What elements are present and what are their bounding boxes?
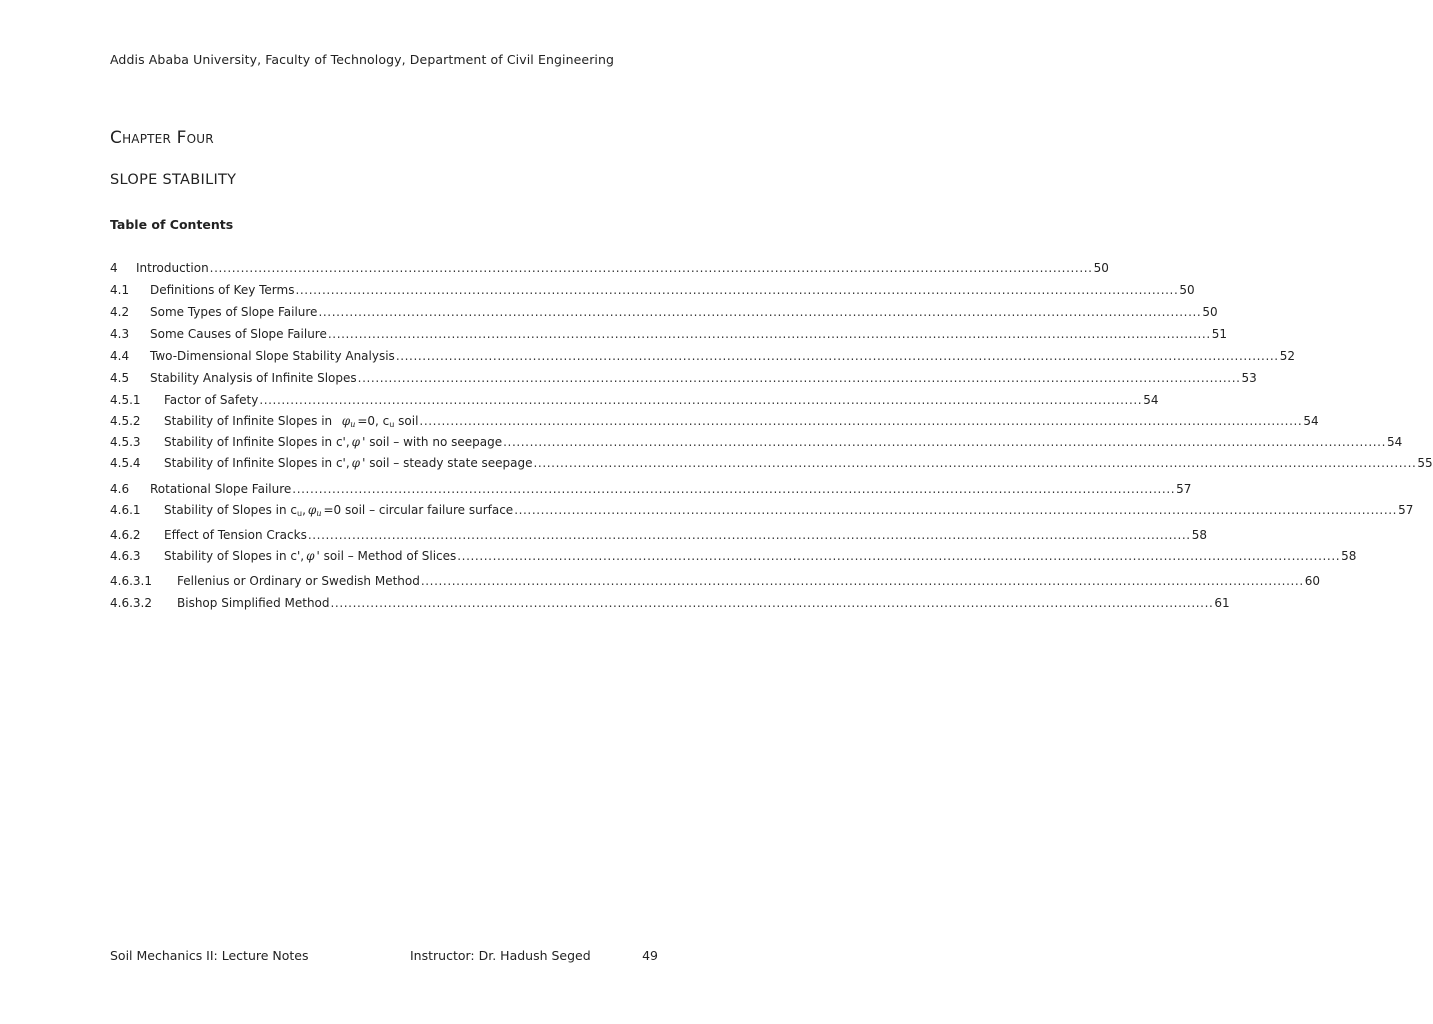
toc-entry-number: 4.5 — [110, 371, 130, 385]
toc-entry-title-text: ' soil – with no seepage — [362, 435, 503, 449]
toc-entry-number: 4.2 — [110, 305, 130, 319]
toc-entry-infinite-slopes-steady-seepage[interactable] — [110, 456, 1433, 472]
toc-entry-title-text: =0, c — [357, 414, 390, 428]
toc-entry-page: 50 — [1202, 305, 1218, 319]
dot-leader: ........................................................................................................................................................................................................ — [330, 596, 1214, 610]
chapter-title: Chapter Four — [110, 128, 214, 148]
toc-entry-page: 54 — [1387, 435, 1403, 449]
toc-entry-number: 4.5.2 — [110, 414, 141, 428]
dot-leader: ........................................................................................................................................................................................................ — [295, 283, 1179, 297]
toc-entry-title: Factor of Safety — [164, 393, 259, 407]
toc-entry-infinite-slopes[interactable] — [110, 371, 1257, 387]
toc-entry-page: 58 — [1191, 528, 1207, 542]
toc-entry-number: 4.5.4 — [110, 456, 141, 470]
toc-heading: Table of Contents — [110, 217, 234, 232]
dot-leader: ........................................................................................................................................................................................................ — [292, 482, 1176, 496]
toc-entry-page: 53 — [1241, 371, 1257, 385]
dot-leader: ........................................................................................................................................................................................................ — [419, 414, 1303, 428]
toc-entry-rotational-failure[interactable] — [110, 482, 1192, 498]
phi-symbol: φ — [306, 549, 315, 563]
dot-leader: ........................................................................................................................................................................................................ — [514, 503, 1398, 517]
toc-entry-title-text: ' soil – steady state seepage — [362, 456, 533, 470]
toc-entry-bishop-method[interactable] — [110, 596, 1230, 612]
dot-leader: ........................................................................................................................................................................................................ — [357, 371, 1241, 385]
toc-entry-number: 4.6 — [110, 482, 130, 496]
dot-leader: ........................................................................................................................................................................................................ — [395, 349, 1279, 363]
phi-subscript: u — [316, 509, 322, 518]
toc-entry-number: 4.4 — [110, 349, 130, 363]
toc-entry-factor-of-safety[interactable] — [110, 393, 1159, 409]
toc-entry-title: Two-Dimensional Slope Stability Analysis — [150, 349, 395, 363]
toc-entry-number: 4.6.2 — [110, 528, 141, 542]
toc-entry-title: Introduction — [136, 261, 209, 275]
toc-entry-title: Bishop Simplified Method — [177, 596, 330, 610]
dot-leader: ........................................................................................................................................................................................................ — [259, 393, 1143, 407]
dot-leader: ........................................................................................................................................................................................................ — [420, 574, 1304, 588]
toc-entry-page: 55 — [1417, 456, 1433, 470]
toc-entry-page: 50 — [1093, 261, 1109, 275]
phi-symbol: φ — [351, 456, 361, 470]
toc-entry-page: 51 — [1211, 327, 1228, 341]
footer-instructor: Instructor: Dr. Hadush Seged — [410, 948, 591, 963]
toc-entry-page: 61 — [1214, 596, 1230, 610]
toc-entry-page: 58 — [1341, 549, 1357, 563]
toc-entry-title-text: ' soil – Method of Slices — [316, 549, 457, 563]
dot-leader: ........................................................................................................................................................................................................ — [318, 305, 1202, 319]
toc-entry-title — [164, 549, 456, 563]
toc-entry-title-text: Stability of Infinite Slopes in c', — [164, 456, 350, 470]
phi-symbol: φ — [351, 435, 361, 449]
toc-entry-title-text: Stability of Slopes in c', — [164, 549, 305, 563]
toc-entry-page: 54 — [1303, 414, 1319, 428]
toc-entry-title — [164, 456, 533, 470]
toc-entry-method-of-slices[interactable] — [110, 549, 1357, 565]
phi-symbol — [342, 414, 356, 428]
toc-entry-title — [164, 503, 513, 518]
toc-entry-two-dimensional-analysis[interactable] — [110, 349, 1295, 365]
toc-entry-number: 4.1 — [110, 283, 130, 297]
toc-entry-number: 4.6.3.1 — [110, 574, 152, 588]
toc-entry-number: 4.6.1 — [110, 503, 141, 517]
toc-entry-title-text: , — [302, 503, 306, 517]
toc-entry-introduction[interactable] — [110, 261, 1109, 277]
toc-entry-number: 4.6.3 — [110, 549, 141, 563]
toc-entry-tension-cracks[interactable] — [110, 528, 1207, 544]
toc-entry-title — [164, 435, 502, 449]
toc-entry-title: Definitions of Key Terms — [150, 283, 295, 297]
toc-entry-slopes-circular-failure[interactable] — [110, 503, 1414, 519]
toc-entry-number: 4.3 — [110, 327, 130, 341]
phi-symbol — [308, 503, 322, 517]
table-of-contents — [110, 261, 1433, 618]
chapter-subtitle: SLOPE STABILITY — [110, 172, 237, 188]
toc-entry-title-text: =0 soil – circular failure surface — [323, 503, 514, 517]
phi-subscript: u — [350, 420, 356, 429]
toc-entry-page: 50 — [1179, 283, 1195, 297]
toc-entry-title: Some Types of Slope Failure — [150, 305, 318, 319]
dot-leader: ........................................................................................................................................................................................................ — [327, 327, 1211, 341]
toc-entry-number: 4 — [110, 261, 118, 275]
toc-entry-title: Effect of Tension Cracks — [164, 528, 307, 542]
dot-leader: ........................................................................................................................................................................................................ — [209, 261, 1093, 275]
toc-entry-definitions[interactable] — [110, 283, 1195, 299]
dot-leader: ........................................................................................................................................................................................................ — [457, 549, 1341, 563]
toc-entry-title: Some Causes of Slope Failure — [150, 327, 327, 341]
toc-entry-title: Rotational Slope Failure — [150, 482, 292, 496]
toc-entry-fellenius-method[interactable] — [110, 574, 1321, 590]
toc-entry-page: 60 — [1304, 574, 1321, 588]
phi-glyph: φ — [341, 414, 351, 428]
toc-entry-title-text: Stability of Infinite Slopes in c', — [164, 435, 350, 449]
toc-entry-causes-of-failure[interactable] — [110, 327, 1228, 343]
toc-entry-number: 4.6.3.2 — [110, 596, 152, 610]
toc-entry-title: Stability Analysis of Infinite Slopes — [150, 371, 357, 385]
toc-entry-page: 57 — [1398, 503, 1414, 517]
toc-entry-page: 52 — [1279, 349, 1295, 363]
page-header: Addis Ababa University, Faculty of Technology, Department of Civil Engineering — [110, 52, 615, 67]
toc-entry-infinite-slopes-undrained[interactable] — [110, 414, 1319, 430]
toc-entry-page: 57 — [1176, 482, 1192, 496]
toc-entry-infinite-slopes-no-seepage[interactable] — [110, 435, 1403, 451]
toc-entry-types-of-failure[interactable] — [110, 305, 1218, 321]
toc-entry-title-text: Stability of Infinite Slopes in — [164, 414, 333, 428]
toc-entry-title-text: soil — [394, 414, 419, 428]
toc-entry-title: Fellenius or Ordinary or Swedish Method — [177, 574, 420, 588]
toc-entry-title — [164, 414, 418, 429]
dot-leader: ........................................................................................................................................................................................................ — [503, 435, 1386, 449]
toc-entry-page: 54 — [1143, 393, 1159, 407]
dot-leader: ........................................................................................................................................................................................................ — [307, 528, 1191, 542]
footer-page-number: 49 — [642, 948, 658, 963]
dot-leader: ........................................................................................................................................................................................................ — [533, 456, 1417, 470]
c-subscript: u — [389, 420, 395, 429]
toc-entry-title-text: Stability of Slopes in c — [164, 503, 298, 517]
phi-glyph: φ — [307, 503, 317, 517]
toc-entry-number: 4.5.3 — [110, 435, 141, 449]
footer-course-title: Soil Mechanics II: Lecture Notes — [110, 948, 309, 963]
toc-entry-number: 4.5.1 — [110, 393, 141, 407]
c-subscript: u — [297, 509, 303, 518]
